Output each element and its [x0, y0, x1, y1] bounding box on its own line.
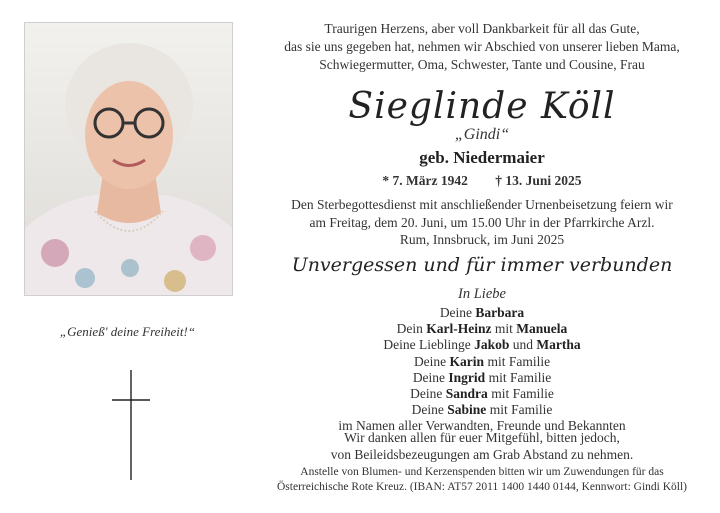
- portrait-image: [25, 23, 232, 295]
- family-list: [262, 305, 702, 435]
- birth-date: * 7. März 1942: [382, 173, 468, 188]
- family-line: Deine Sabine mit Familie: [411, 402, 553, 418]
- thanks-line: von Beileidsbezeugungen am Grab Abstand zu nehmen.: [330, 447, 634, 462]
- intro-text: [262, 20, 702, 74]
- thanks-text: [262, 429, 702, 463]
- birth-name: geb. Niedermaier: [419, 148, 545, 167]
- in-love: In Liebe: [458, 286, 506, 302]
- service-line: am Freitag, dem 20. Juni, um 15.00 Uhr in der Pfarrkirche Arzl.: [309, 215, 655, 230]
- relatives-line: im Namen aller Verwandten, Freunde und Bekannten: [338, 418, 626, 434]
- service-info: [262, 196, 702, 232]
- donation-line: Österreichische Rote Kreuz. (IBAN: AT57 2011 1400 1440 0144, Kennwort: Gindi Köll): [277, 480, 687, 493]
- family-line: Deine Karin mit Familie: [413, 353, 551, 369]
- donation-line: Anstelle von Blumen- und Kerzenspenden bitten wir um Zuwendungen für das: [300, 466, 664, 478]
- intro-line: Schwiegermutter, Oma, Schwester, Tante und Cousine, Frau: [319, 57, 645, 72]
- family-line: Dein Karl-Heinz mit Manuela: [396, 321, 568, 337]
- service-line: Den Sterbegottesdienst mit anschließender Urnenbeisetzung feiern wir: [291, 197, 673, 212]
- family-line: Deine Ingrid mit Familie: [412, 369, 552, 385]
- family-line: Deine Sandra mit Familie: [410, 386, 554, 402]
- portrait-photo: [24, 22, 233, 296]
- nickname: „Gindi“: [454, 126, 510, 143]
- death-date: † 13. Juni 2025: [495, 173, 582, 188]
- family-line: Deine Barbara: [439, 305, 525, 320]
- family-line: Deine Lieblinge Jakob und Martha: [383, 337, 581, 353]
- cross-icon: [112, 370, 150, 480]
- quote: „Genieß' deine Freiheit!“: [59, 324, 196, 339]
- place-date: Rum, Innsbruck, im Juni 2025: [399, 232, 565, 247]
- deceased-name: Sieglinde Köll: [348, 86, 616, 127]
- motto: Unvergessen und für immer verbunden: [291, 254, 673, 276]
- donation-note: [262, 465, 702, 494]
- life-dates: [262, 173, 702, 189]
- intro-line: das sie uns gegeben hat, nehmen wir Abschied von unserer lieben Mama,: [284, 39, 680, 54]
- thanks-line: Wir danken allen für euer Mitgefühl, bitten jedoch,: [344, 430, 620, 445]
- intro-line: Traurigen Herzens, aber voll Dankbarkeit für all das Gute,: [324, 21, 640, 36]
